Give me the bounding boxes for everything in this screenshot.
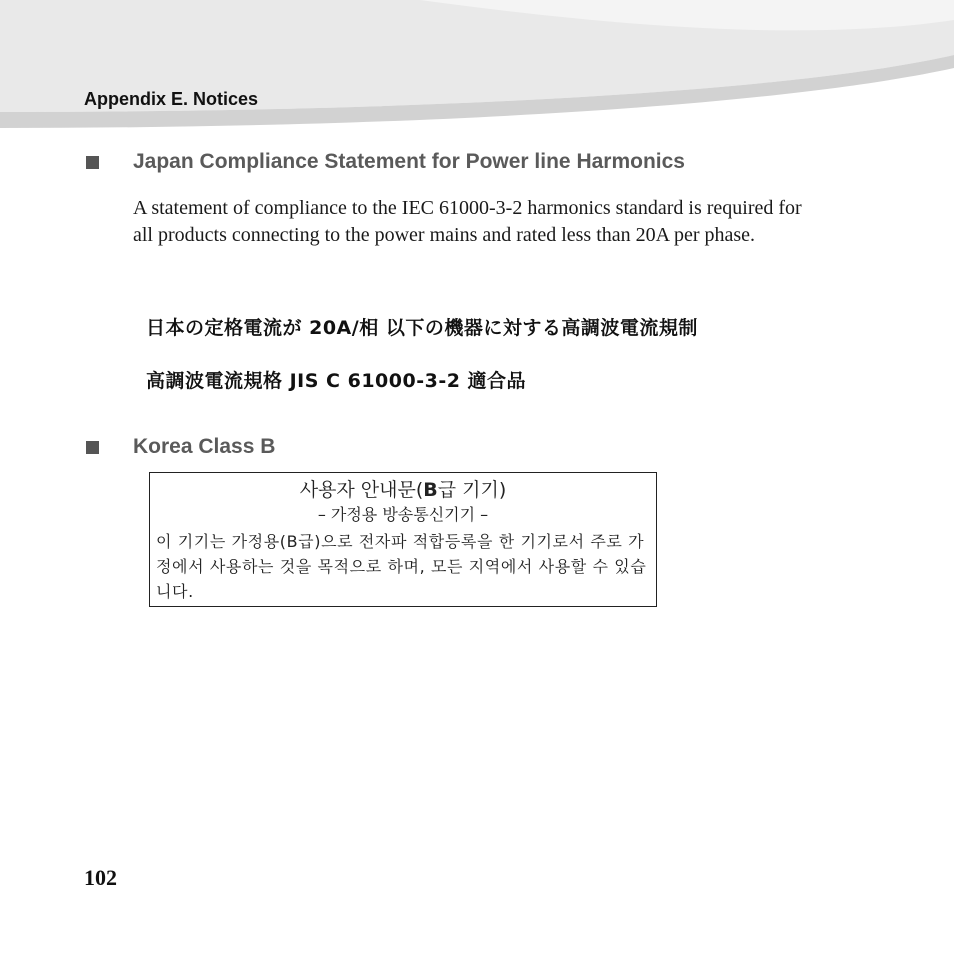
korea-notice-subtitle: – 가정용 방송통신기기 –	[317, 505, 489, 524]
running-header-title: Appendix E. Notices	[84, 89, 259, 109]
korea-title-prefix: 사용자 안내문(	[299, 479, 424, 501]
korea-notice-body: 이 기기는 가정용(B급)으로 전자파 적합등록을 한 기기로서 주로 가정에서 사용하는 것을 목적으로 하며, 모든 지역에서 사용할 수 있습니다.	[156, 532, 647, 601]
korea-title-class-letter: B	[423, 479, 438, 501]
square-bullet-icon	[86, 156, 99, 169]
korea-heading-text: Korea Class B	[133, 435, 276, 458]
korea-section-heading	[86, 435, 275, 459]
korea-notice-box	[149, 472, 657, 607]
japan-body-paragraph: A statement of compliance to the IEC 61000-3-2 harmonics standard is required for all products connecting to the power mains and rated less than 20A per phase.	[133, 197, 802, 246]
japanese-regulation-line: 日本の定格電流が 20A/相 以下の機器に対する高調波電流規制	[146, 317, 698, 339]
page-number: 102	[84, 865, 117, 890]
japanese-standard-line: 高調波電流規格 JIS C 61000-3-2 適合品	[146, 370, 527, 392]
korea-title-suffix: 급 기기)	[437, 479, 507, 501]
korea-notice-title	[156, 477, 650, 503]
japan-section-heading	[86, 150, 685, 174]
japan-heading-text: Japan Compliance Statement for Power line Harmonics	[133, 150, 685, 173]
header-swoosh-decoration	[0, 0, 954, 135]
square-bullet-icon	[86, 441, 99, 454]
